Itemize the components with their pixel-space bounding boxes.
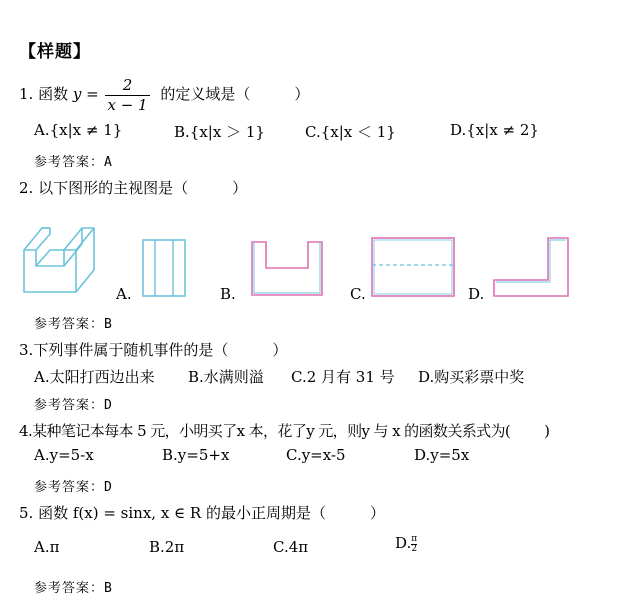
pi-over-two-fraction	[411, 535, 417, 554]
question-2-option-a[interactable]: A.	[116, 285, 132, 303]
question-3-number: 3.	[19, 341, 34, 359]
question-5-option-c[interactable]: C.4π	[273, 538, 309, 556]
section-heading: 【样题】	[19, 42, 91, 62]
question-5-option-a[interactable]: A.π	[34, 538, 60, 556]
question-2-text: 以下图形的主视图是（	[38, 179, 189, 197]
question-1-option-d[interactable]: D.{x|x ≠ 2}	[450, 121, 539, 139]
question-4-option-b[interactable]: B.y=5+x	[162, 446, 230, 464]
question-3-answer: 参考答案：D	[34, 398, 113, 413]
question-3-option-d[interactable]: D.购买彩票中奖	[418, 368, 525, 386]
question-1-option-b[interactable]: B.{x|x ＞ 1}	[174, 123, 265, 141]
question-2-option-d[interactable]: D.	[468, 285, 485, 303]
question-4-option-c[interactable]: C.y=x-5	[286, 446, 346, 464]
question-3-option-c[interactable]: C.2 月有 31 号	[291, 368, 395, 386]
question-3-stem	[19, 339, 287, 360]
question-1-paren-close: ）	[294, 85, 310, 103]
question-4-answer: 参考答案：D	[34, 480, 113, 495]
question-5-stem	[19, 502, 385, 523]
question-4-paren-close: )	[544, 422, 550, 440]
question-4-option-d[interactable]: D.y=5x	[414, 446, 470, 464]
question-2-answer: 参考答案：B	[34, 317, 113, 332]
question-5-number: 5.	[19, 504, 34, 522]
question-1-number: 1.	[19, 85, 34, 103]
question-3-text: 下列事件属于随机事件的是（	[33, 341, 229, 359]
question-1-prefix: 函数	[38, 85, 69, 103]
question-5-answer: 参考答案：B	[34, 581, 113, 596]
question-4-text: 某种笔记本每本 5 元，小明买了x 本，花了y 元，则y 与 x 的函数关系式为(	[32, 422, 511, 440]
question-5-option-d[interactable]	[395, 534, 417, 554]
question-1-suffix: 的定义域是（	[160, 85, 251, 103]
question-4-number: 4.	[19, 422, 33, 440]
fraction-denominator: 2	[411, 543, 418, 554]
question-2-option-b[interactable]: B.	[220, 285, 236, 303]
question-5-option-b[interactable]: B.2π	[149, 538, 185, 556]
fraction-denominator: x − 1	[107, 95, 148, 114]
question-1-answer: 参考答案：A	[34, 155, 113, 170]
question-3-paren-close: ）	[272, 341, 288, 359]
question-3-option-b[interactable]: B.水满则溢	[188, 368, 264, 386]
question-5-paren-close: ）	[370, 504, 386, 522]
question-3-option-a[interactable]: A.太阳打西边出来	[34, 368, 155, 386]
question-2-number: 2.	[19, 179, 34, 197]
question-1-option-a[interactable]: A.{x|x ≠ 1}	[34, 121, 123, 139]
question-4-stem	[19, 420, 549, 441]
question-4-option-a[interactable]: A.y=5-x	[34, 446, 94, 464]
fraction-numerator: 2	[122, 75, 133, 94]
question-1-option-c[interactable]: C.{x|x ＜ 1}	[305, 123, 396, 141]
question-1-func-lhs: y =	[72, 85, 99, 103]
fraction-numerator: π	[411, 533, 418, 544]
question-2-option-c[interactable]: C.	[350, 285, 366, 303]
question-2-paren-close: ）	[232, 179, 248, 197]
question-5-text: 函数 f(x) = sinx, x ∈ R 的最小正周期是（	[38, 504, 326, 522]
question-5-option-d-label: D.	[395, 534, 412, 552]
